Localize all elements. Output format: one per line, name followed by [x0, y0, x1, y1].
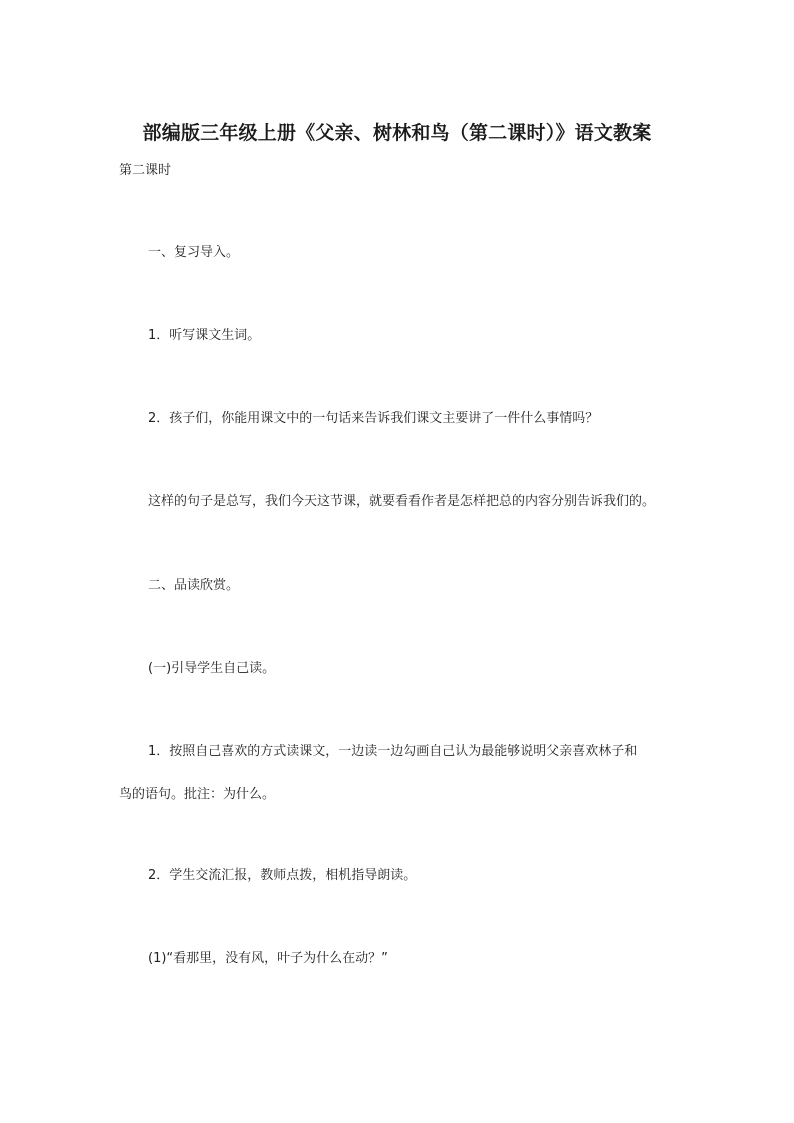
document-title: 部编版三年级上册《父亲、树林和鸟（第二课时）》语文教案 [142, 122, 652, 144]
paragraph-summary: 这样的句子是总写，我们今天这节课，就要看看作者是怎样把总的内容分别告诉我们的。 [148, 494, 656, 509]
section-heading-review: 一、复习导入。 [148, 245, 240, 260]
paragraph-question: 2．孩子们，你能用课文中的一句话来告诉我们课文主要讲了一件什么事情吗？ [148, 411, 599, 426]
paragraph-discussion: 2．学生交流汇报，教师点拨，相机指导朗读。 [148, 868, 417, 883]
paragraph-quote: (1)“看那里，没有风，叶子为什么在动？” [148, 951, 388, 966]
subheading-self-reading: (一)引导学生自己读。 [148, 661, 276, 676]
lesson-label: 第二课时 [119, 163, 172, 178]
paragraph-reading-method-continued: 鸟的语句。批注：为什么。 [119, 787, 276, 802]
paragraph-dictation: 1．听写课文生词。 [148, 328, 261, 343]
section-heading-reading: 二、品读欣赏。 [148, 578, 240, 593]
paragraph-reading-method: 1．按照自己喜欢的方式读课文，一边读一边勾画自己认为最能够说明父亲喜欢林子和 [148, 744, 638, 759]
